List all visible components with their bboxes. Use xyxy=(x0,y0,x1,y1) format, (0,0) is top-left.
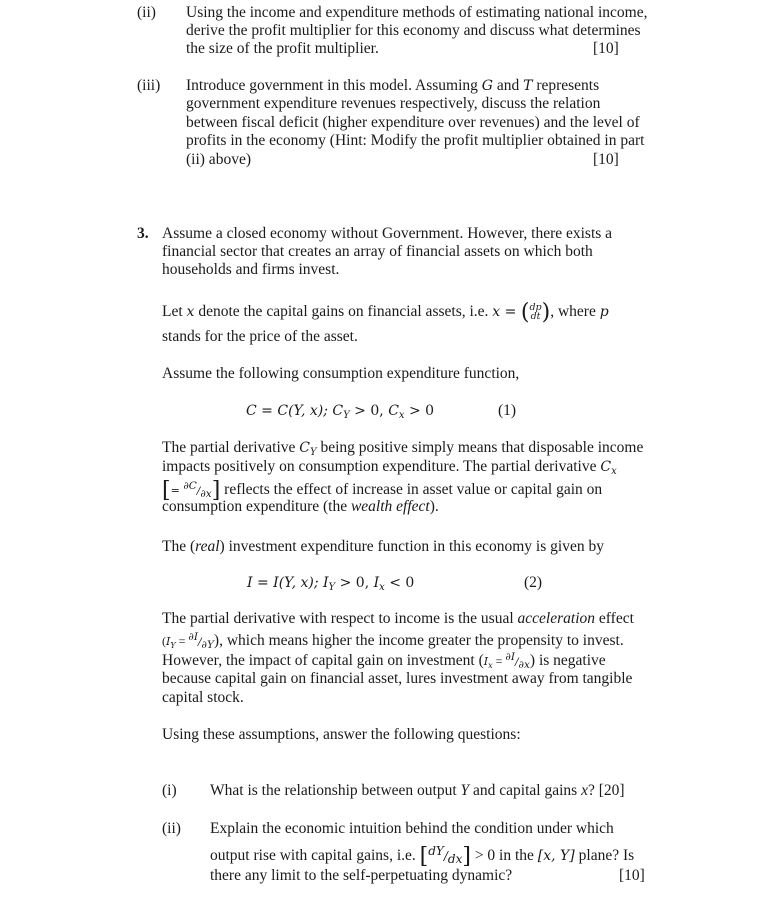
text: impacts positively on consumption expenditure. The partial derivative xyxy=(162,458,601,475)
text: and xyxy=(492,77,524,94)
equation-number: (1) xyxy=(498,402,517,419)
text-line xyxy=(210,781,625,800)
math-plane: [x, Y] xyxy=(537,848,575,864)
partial-fraction: ∂I/∂Y xyxy=(188,631,214,651)
question-number: 3. xyxy=(137,225,149,242)
subscript: x xyxy=(488,661,493,670)
text: The partial derivative with respect to income is the usual xyxy=(162,610,518,627)
math: C xyxy=(299,440,311,456)
text: denote the capital gains on financial assets, i.e. xyxy=(194,303,493,320)
text: and capital gains xyxy=(469,782,582,799)
text-line: profits in the economy (Hint: Modify the profit multiplier obtained in part xyxy=(186,132,645,149)
text: being positive simply means that disposable income xyxy=(316,439,644,456)
denominator: ∂x xyxy=(200,488,212,500)
investment-equation xyxy=(247,573,414,597)
math: I xyxy=(323,575,329,591)
math: C xyxy=(332,403,344,419)
math: > 0 xyxy=(404,403,435,419)
subscript: Y xyxy=(328,582,336,593)
partial-fraction: ∂I/∂x xyxy=(505,651,530,671)
numerator: dp xyxy=(529,302,542,314)
text-line: government expenditure revenues respectively, discuss the relation xyxy=(186,95,601,112)
numerator: ∂I xyxy=(505,651,515,663)
partial-fraction: = ∂C/∂x xyxy=(170,480,212,500)
subscript: x xyxy=(398,410,405,421)
text: ), which means higher the income greater the propensity to invest. xyxy=(213,632,624,649)
numerator: ∂C xyxy=(183,480,197,492)
text-line xyxy=(162,497,439,516)
close-bracket: ] xyxy=(211,478,221,503)
math-x: x xyxy=(492,304,501,320)
text-line: financial sector that creates an array of financial assets on which both xyxy=(162,243,593,260)
text: ) investment expenditure function in this economy is given by xyxy=(219,538,604,555)
math: C xyxy=(246,403,257,419)
numerator: ∂I xyxy=(188,631,198,643)
text: reflects the effect of increase in asset value or capital gain on xyxy=(220,481,603,498)
denominator: ∂Y xyxy=(201,639,214,651)
close-bracket: ] xyxy=(462,844,471,869)
denominator: dx xyxy=(447,852,463,866)
text-line: Assume the following consumption expenditure function, xyxy=(162,365,520,382)
text-line: households and firms invest. xyxy=(162,261,340,278)
marks: [10] xyxy=(593,151,619,168)
text-line: Using the income and expenditure methods of estimating national income, xyxy=(186,4,648,21)
text: effect xyxy=(595,610,634,627)
math: > 0, xyxy=(349,403,389,419)
equation-number: (2) xyxy=(524,574,543,591)
text: > 0 in the xyxy=(470,847,538,864)
italic-term: wealth effect xyxy=(350,498,430,515)
text-line: capital stock. xyxy=(162,689,244,706)
text-line: Explain the economic intuition behind the condition under which xyxy=(210,820,614,837)
close-paren: ) xyxy=(541,300,551,325)
text: ). xyxy=(429,498,439,515)
part-label: (ii) xyxy=(137,4,156,21)
fraction-dp-dt xyxy=(529,303,541,321)
numerator: dY xyxy=(428,844,444,858)
math: C xyxy=(388,403,399,419)
capital-gains-definition xyxy=(162,300,609,325)
math: C(Y, x); xyxy=(277,403,333,419)
text-line: Using these assumptions, answer the following questions: xyxy=(162,726,521,743)
text-line: derive the profit multiplier for this economy and discuss what determines xyxy=(186,22,641,39)
derivative-fraction: dY/dx xyxy=(428,844,463,866)
marks: [10] xyxy=(619,867,645,884)
open-paren: ( xyxy=(520,300,530,325)
math: < 0 xyxy=(384,575,415,591)
math: C xyxy=(600,459,612,475)
text: ( xyxy=(162,634,166,648)
math-G: G xyxy=(481,78,493,94)
math-x: x xyxy=(186,304,195,320)
text: Introduce government in this model. Assuming xyxy=(186,77,482,94)
text-line: Assume a closed economy without Government. However, there exists a xyxy=(162,225,613,242)
text-line: stands for the price of the asset. xyxy=(162,328,358,345)
text: Let xyxy=(162,303,187,320)
text-line xyxy=(162,609,634,628)
text: The partial derivative xyxy=(162,439,300,456)
denominator: ∂x xyxy=(518,659,530,671)
consumption-equation xyxy=(246,401,434,425)
math-x: x xyxy=(581,782,588,799)
text: output rise with capital gains, i.e. xyxy=(210,847,420,864)
text: ? [20] xyxy=(587,782,625,799)
part-label: (i) xyxy=(162,782,177,799)
text: What is the relationship between output xyxy=(210,782,461,799)
italic-term: real xyxy=(195,538,220,555)
open-bracket: [ xyxy=(419,844,429,869)
part-label: (ii) xyxy=(162,820,181,837)
text: ) is negative xyxy=(529,652,606,669)
text-line: (ii) above) xyxy=(186,151,251,168)
math-equals: = xyxy=(500,304,521,320)
math: = xyxy=(256,403,278,419)
text-line: there any limit to the self-perpetuating dynamic? xyxy=(210,867,513,884)
text: = xyxy=(492,654,506,668)
math: I xyxy=(166,635,171,648)
math-T: T xyxy=(523,78,533,94)
math: > 0, xyxy=(335,575,374,591)
math: I = I(Y, x); xyxy=(247,575,324,591)
text-line: because capital gain on financial asset, lures investment away from tangible xyxy=(162,670,633,687)
math: I xyxy=(483,655,489,668)
equals: = xyxy=(170,484,184,497)
text: plane? Is xyxy=(574,847,635,864)
math-Y: Y xyxy=(460,782,470,799)
math-p: p xyxy=(599,304,609,320)
marks: [10] xyxy=(593,40,619,57)
text: , where xyxy=(550,303,600,320)
open-bracket: [ xyxy=(162,478,171,503)
denominator: dt xyxy=(530,311,541,323)
text-line xyxy=(186,76,599,96)
text-line: between fiscal deficit (higher expenditure over revenues) and the level of xyxy=(186,114,640,131)
subscript: Y xyxy=(343,410,350,421)
subscript: Y xyxy=(310,447,317,458)
text: represents xyxy=(532,77,600,94)
text: consumption expenditure (the xyxy=(162,498,351,515)
subscript: x xyxy=(379,582,385,593)
part-label: (iii) xyxy=(137,77,161,94)
italic-term: acceleration xyxy=(517,610,596,627)
text: The ( xyxy=(162,538,196,555)
text: However, the impact of capital gain on investment ( xyxy=(162,652,484,669)
text-line xyxy=(162,537,604,556)
text: = xyxy=(175,634,189,648)
math: I xyxy=(373,575,380,591)
text-line xyxy=(210,842,634,869)
subscript: Y xyxy=(170,641,176,650)
text-line: the size of the profit multiplier. xyxy=(186,40,379,57)
subscript: x xyxy=(611,466,617,477)
